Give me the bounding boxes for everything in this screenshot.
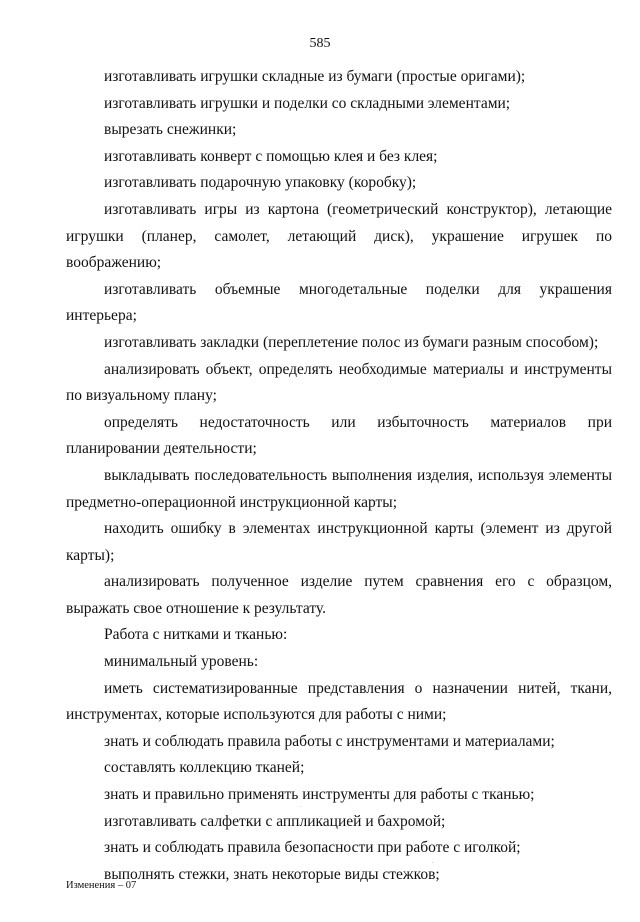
paragraph: находить ошибку в элементах инструкционной карты (элемент из другой карты); bbox=[66, 520, 612, 564]
paragraph: выкладывать последовательность выполнения изделия, используя элементы предметно-операционной инструкционной карты; bbox=[66, 466, 612, 511]
paragraph: составлять коллекцию тканей; bbox=[104, 759, 305, 777]
paragraph: определять недостаточность или избыточность материалов при планировании деятельности; bbox=[66, 413, 612, 458]
paragraph: вырезать снежинки; bbox=[104, 121, 237, 139]
level-heading: минимальный уровень: bbox=[104, 653, 259, 671]
scan-artifact bbox=[432, 862, 433, 863]
paragraph: выполнять стежки, знать некоторые виды стежков; bbox=[104, 865, 440, 883]
page-number: 585 bbox=[309, 36, 331, 51]
paragraph: знать и правильно применять инструменты для работы с тканью; bbox=[104, 786, 535, 804]
paragraph: изготавливать объемные многодетальные поделки для украшения интерьера; bbox=[66, 280, 612, 325]
paragraph: анализировать объект, определять необходимые материалы и инструменты по визуальному плану; bbox=[66, 360, 612, 405]
paragraph: анализировать полученное изделие путем сравнения его с образцом, выражать свое отношение к результату. bbox=[66, 573, 612, 617]
scan-artifact bbox=[300, 806, 301, 807]
paragraph: изготавливать игры из картона (геометрический конструктор), летающие игрушки (планер, самолет, летающий диск), украшение игрушек по воображению; bbox=[66, 200, 612, 272]
paragraph: изготавливать закладки (переплетение полос из бумаги разным способом); bbox=[104, 333, 599, 351]
section-heading: Работа с нитками и тканью: bbox=[104, 626, 288, 644]
paragraph: изготавливать игрушки складные из бумаги (простые оригами); bbox=[104, 68, 526, 85]
footer-revision-note: Изменения – 07 bbox=[66, 880, 137, 891]
paragraph: знать и соблюдать правила безопасности при работе с иголкой; bbox=[104, 839, 521, 857]
paragraph: иметь систематизированные представления о назначении нитей, ткани, инструментах, которые используются для работы с ними; bbox=[66, 679, 612, 724]
paragraph: изготавливать подарочную упаковку (коробку); bbox=[104, 174, 417, 192]
paragraph: изготавливать игрушки и поделки со складными элементами; bbox=[104, 94, 511, 112]
paragraph: изготавливать салфетки с аппликацией и бахромой; bbox=[104, 812, 446, 830]
paragraph: изготавливать конверт с помощью клея и без клея; bbox=[104, 147, 438, 165]
document-body bbox=[66, 64, 612, 888]
paragraph: знать и соблюдать правила работы с инструментами и материалами; bbox=[104, 732, 555, 750]
